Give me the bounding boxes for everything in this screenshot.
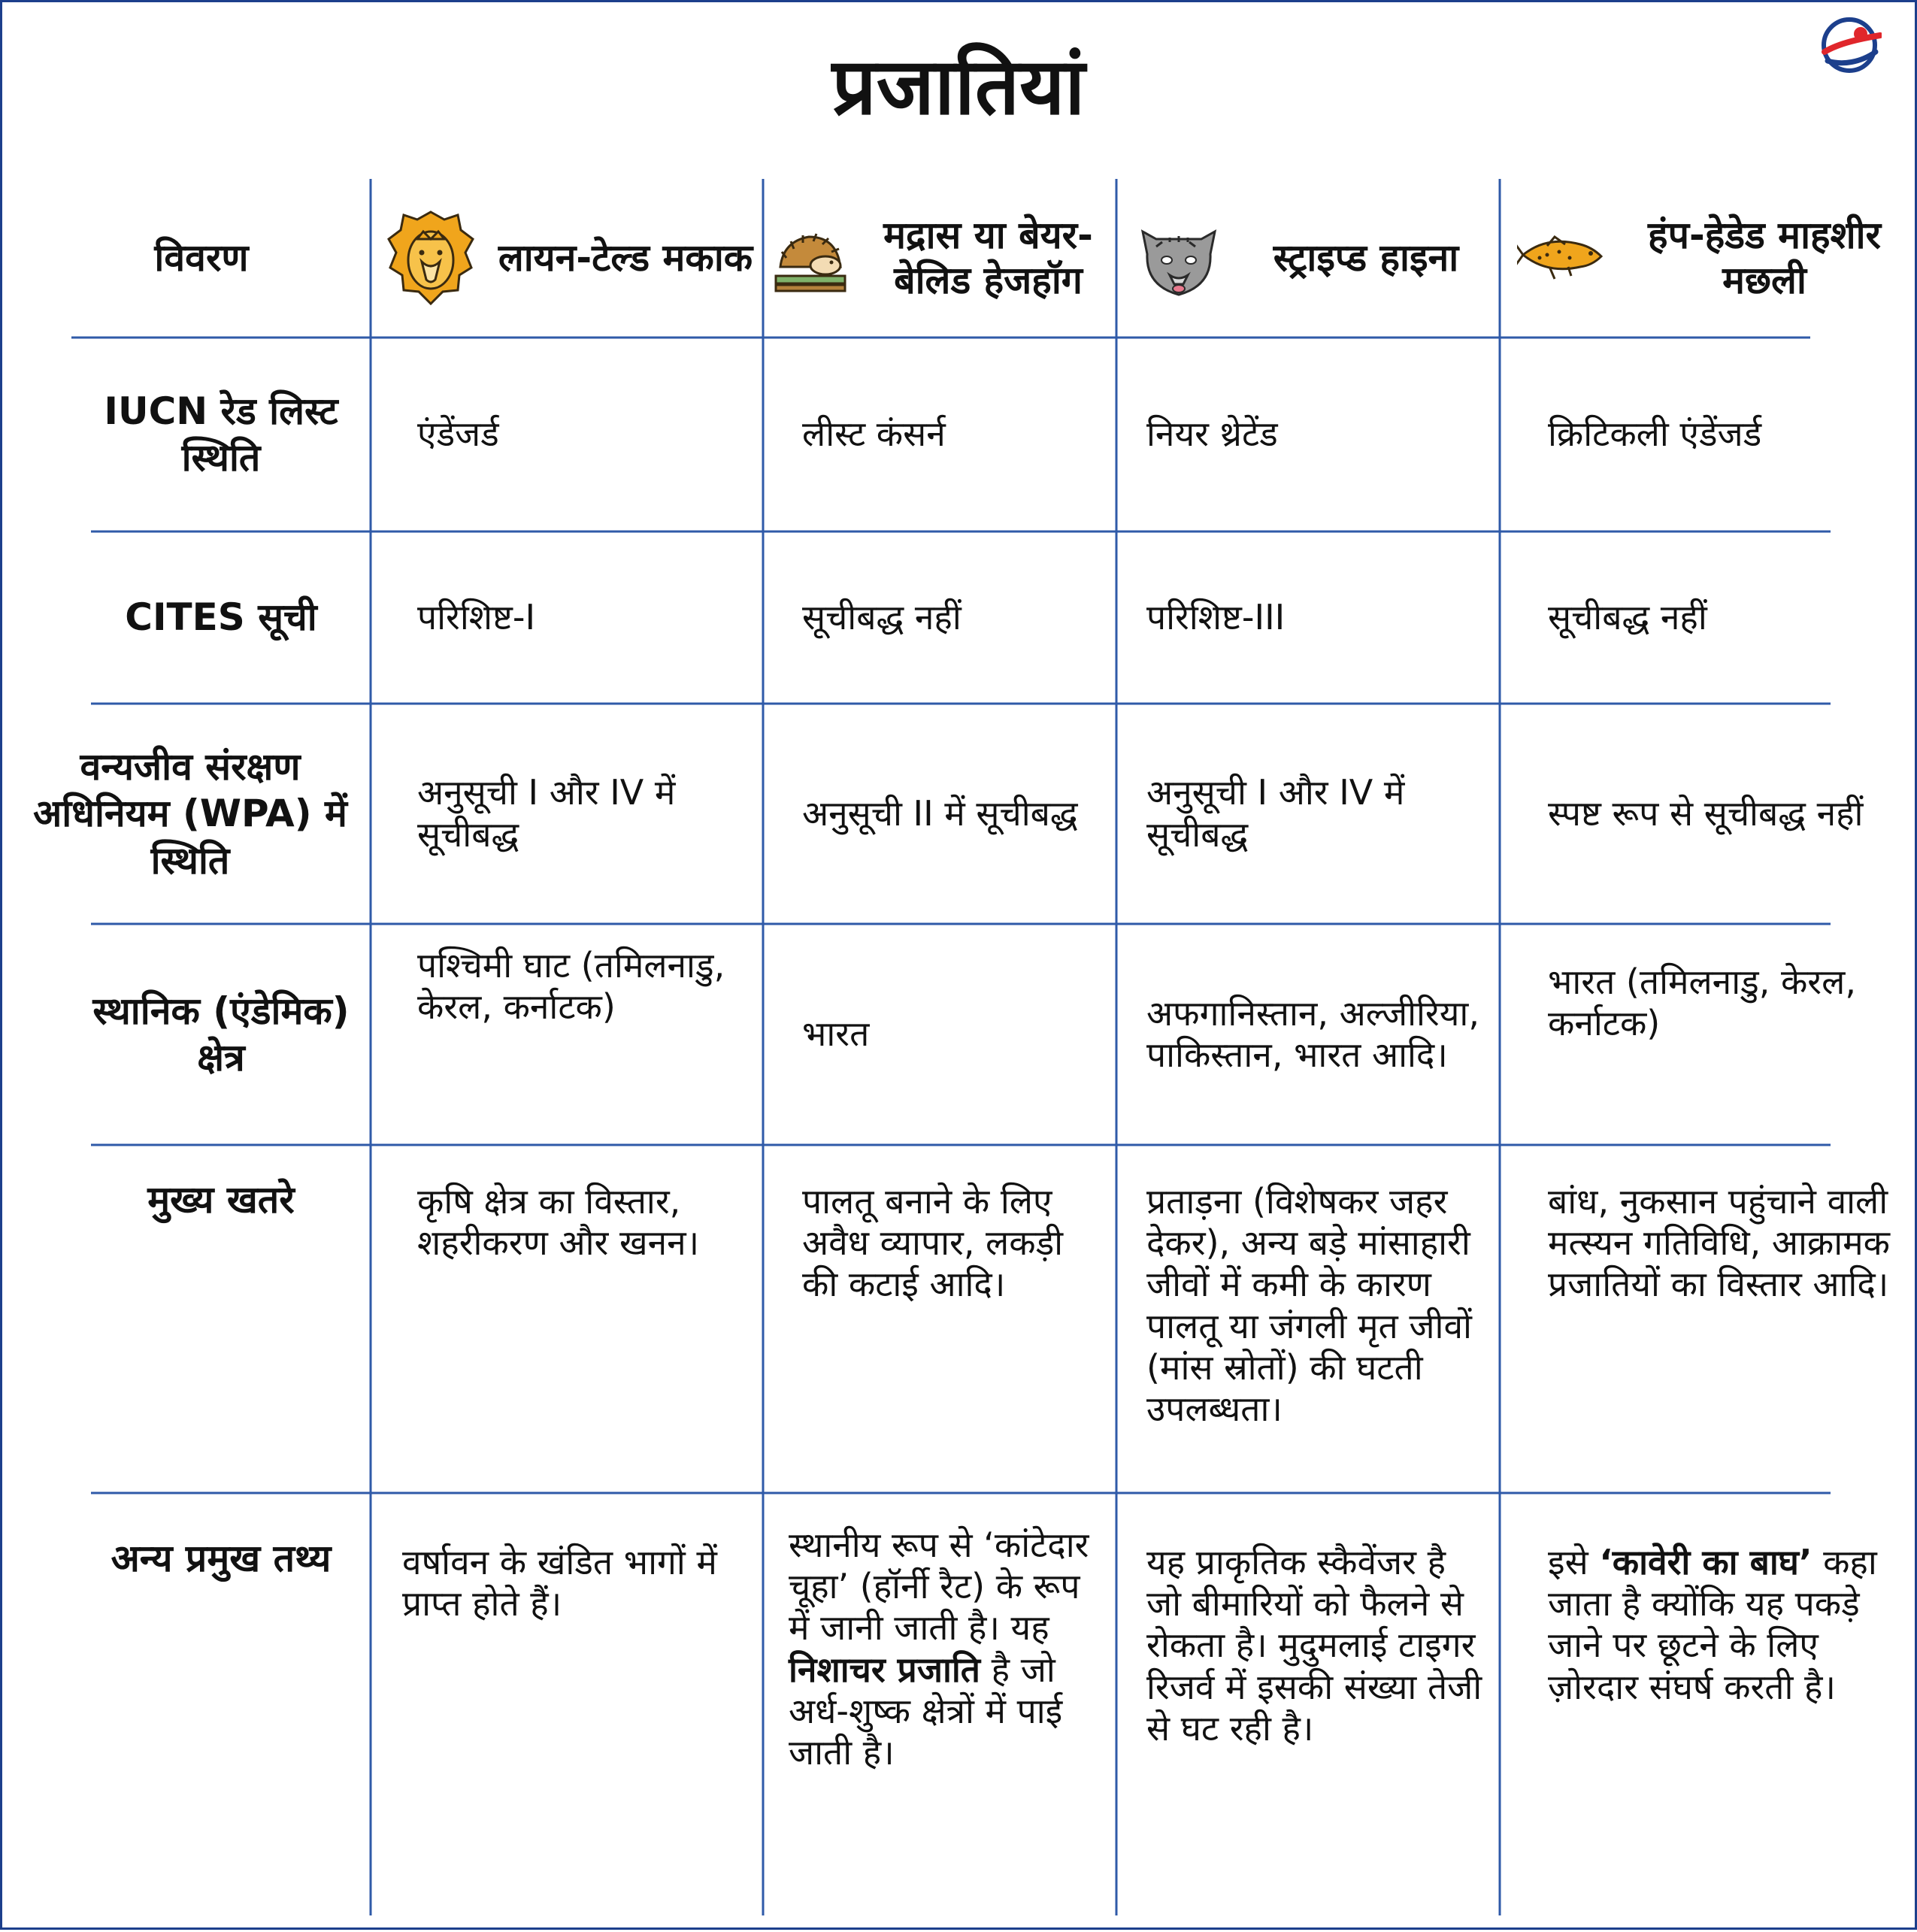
cell-cites-2 — [763, 531, 1116, 704]
cell-text: अनुसूची I और IV में सूचीबद्ध — [417, 772, 676, 855]
fact-text-part: कहा जाता है क्योंकि यह पकड़े जाने पर छूटने के लिए ज़ोरदार संघर्ष करती है। — [1548, 1542, 1877, 1707]
fish-icon — [1517, 228, 1607, 288]
cell-text: पालतू बनाने के लिए अवैध व्यापार, लकड़ी की कटाई आदि। — [802, 1181, 1064, 1305]
row-label-text: CITES सूची — [125, 595, 317, 640]
cell-facts-4 — [1500, 1493, 1906, 1914]
cell-text — [789, 1525, 1101, 1773]
cell-text: अनुसूची I और IV में सूचीबद्ध — [1146, 772, 1405, 855]
cell-text: यह प्राकृतिक स्कैवेंजर है जो बीमारियों को फैलने से रोकता है। मुदुमलाई टाइगर रिजर्व में इसकी संख्या तेजी से घट रही है। — [1146, 1542, 1482, 1749]
cell-text: बांध, नुकसान पहुंचाने वाली मत्स्यन गतिविधि, आक्रामक प्रजातियों का विस्तार आदि। — [1548, 1181, 1891, 1305]
cell-text: प्रताड़ना (विशेषकर जहर देकर), अन्य बड़े मांसाहारी जीवों में कमी के कारण पालतू या जंगली मृत जीवों (मांस स्रोतों) की घटती उपलब्धता। — [1146, 1181, 1472, 1429]
cell-threats-1 — [371, 1145, 763, 1493]
cell-threats-4 — [1500, 1145, 1906, 1493]
header-species-3 — [1134, 190, 1495, 326]
fact-emphasis: निशाचर प्रजाति — [789, 1649, 981, 1690]
cell-wpa-4 — [1500, 704, 1906, 924]
header-species-2 — [773, 190, 1115, 326]
fact-text-part: स्थानीय रूप से ‘कांटेदार चूहा’ (हॉर्नी रैट) के रूप में जानी जाती है। यह — [789, 1525, 1089, 1649]
cell-iucn-2 — [763, 338, 1116, 531]
header-description — [32, 179, 371, 338]
cell-endemic-4 — [1500, 924, 1906, 1145]
cell-iucn-3 — [1116, 338, 1500, 531]
cell-text: भारत — [802, 1013, 870, 1055]
header-species-4 — [1517, 190, 1908, 326]
cell-text: अफगानिस्तान, अल्जीरिया, पाकिस्तान, भारत आदि। — [1146, 992, 1479, 1075]
row-label-wpa — [10, 704, 371, 924]
lion-icon — [386, 209, 476, 307]
cell-iucn-1 — [371, 338, 763, 531]
cell-text: लीस्ट कंसर्न — [802, 413, 946, 455]
cell-facts-1 — [371, 1493, 763, 1914]
cell-threats-2 — [763, 1145, 1116, 1493]
page-title: प्रजातियां — [831, 41, 1086, 132]
cell-text: स्पष्ट रूप से सूचीबद्ध नहीं — [1548, 792, 1864, 834]
cell-endemic-3 — [1116, 924, 1500, 1145]
header-species-1 — [386, 190, 762, 326]
cell-threats-3 — [1116, 1145, 1500, 1493]
cell-endemic-2 — [763, 924, 1116, 1145]
cell-text: सूचीबद्ध नहीं — [802, 596, 962, 637]
cell-text: एंडेंजर्ड — [417, 413, 499, 455]
cell-iucn-4 — [1500, 338, 1906, 531]
row-label-iucn — [71, 338, 371, 531]
cell-wpa-2 — [763, 704, 1116, 924]
cell-facts-3 — [1116, 1493, 1500, 1914]
species-3-name: स्ट्राइप्ड हाइना — [1273, 236, 1459, 280]
row-label-text: IUCN रेड लिस्ट स्थिति — [104, 389, 338, 480]
hedgehog-icon — [773, 220, 848, 295]
fact-text-part: इसे — [1548, 1542, 1600, 1582]
row-label-threats — [71, 1145, 371, 1493]
fact-emphasis: ‘कावेरी का बाघ’ — [1599, 1542, 1813, 1582]
cell-text: परिशिष्ट-I — [417, 596, 536, 637]
cell-text: अनुसूची II में सूचीबद्ध — [802, 792, 1078, 834]
cell-text: क्रिटिकली एंडेंजर्ड — [1548, 413, 1762, 455]
cell-text: पश्चिमी घाट (तमिलनाडु, केरल, कर्नाटक) — [417, 945, 725, 1028]
cell-text: नियर थ्रेटेंड — [1146, 413, 1278, 455]
row-label-endemic — [71, 924, 371, 1145]
cell-endemic-1 — [371, 924, 763, 1145]
cell-text: भारत (तमिलनाडु, केरल, कर्नाटक) — [1548, 961, 1856, 1044]
cell-text — [1548, 1542, 1891, 1708]
cell-text: कृषि क्षेत्र का विस्तार, शहरीकरण और खनन। — [417, 1181, 700, 1264]
row-label-text: वन्यजीव संरक्षण अधिनियम (WPA) में स्थिति — [33, 744, 347, 883]
cell-cites-1 — [371, 531, 763, 704]
row-label-text: अन्य प्रमुख तथ्य — [111, 1537, 332, 1580]
species-1-name: लायन-टेल्ड मकाक — [498, 236, 753, 280]
species-4-name: हंप-हेडेड माहशीर मछली — [1648, 213, 1881, 302]
cell-wpa-3 — [1116, 704, 1500, 924]
cell-facts-2 — [763, 1493, 1116, 1914]
cell-text: वर्षावन के खंडित भागों में प्राप्त होते हैं। — [402, 1542, 717, 1625]
cell-text: सूचीबद्ध नहीं — [1548, 596, 1707, 637]
row-label-facts — [71, 1493, 371, 1914]
header-description-label: विवरण — [154, 236, 249, 280]
cell-cites-4 — [1500, 531, 1906, 704]
cell-cites-3 — [1116, 531, 1500, 704]
cell-wpa-1 — [371, 704, 763, 924]
row-label-text: स्थानिक (एंडेमिक) क्षेत्र — [92, 989, 350, 1080]
fact-text-part: है जो अर्ध-शुष्क क्षेत्रों में पाई जाती है। — [789, 1649, 1063, 1773]
row-label-cites — [71, 531, 371, 704]
cell-text: परिशिष्ट-III — [1146, 596, 1286, 637]
species-2-name: मद्रास या बेयर-बेलिड हेजहॉग — [883, 213, 1093, 302]
row-label-text: मुख्य खतरे — [147, 1178, 295, 1222]
hyena-icon — [1134, 217, 1224, 299]
